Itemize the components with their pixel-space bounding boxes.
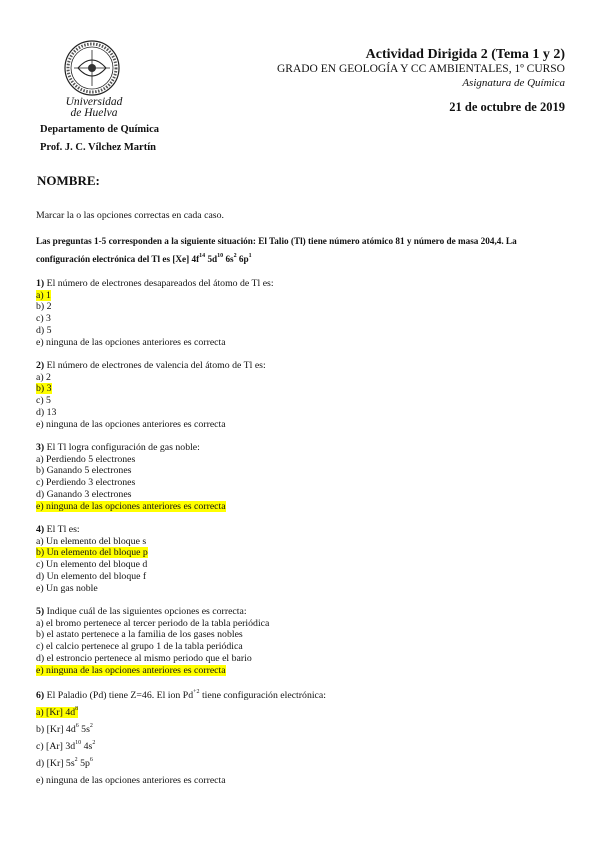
professor-name: Prof. J. C. Vílchez Martín	[40, 142, 156, 153]
option-e: e) ninguna de las opciones anteriores es correcta	[36, 775, 226, 787]
degree-line: GRADO EN GEOLOGÍA Y CC AMBIENTALES, 1º CURSO	[276, 63, 565, 75]
option-c: c) el calcio pertenece al grupo 1 de la tabla periódica	[36, 641, 243, 653]
option-b: b) Ganando 5 electrones	[36, 465, 132, 477]
option-d: d) 5	[36, 324, 52, 336]
option-a: a) Un elemento del bloque s	[36, 535, 147, 547]
option-d: d) [Kr] $5s^2$ $5p^6$	[36, 757, 93, 770]
option-a	[36, 290, 576, 302]
question-6	[36, 688, 576, 789]
question-stem: 6) El Paladio (Pd) tiene Z=46. El ion $Pd^{+2}$ tiene configuración electrónica:	[36, 689, 326, 702]
option-b: b) el astato pertenece a la familia de los gases nobles	[36, 629, 243, 641]
answer-highlight: a) 1	[36, 289, 51, 301]
option-c: c) Perdiendo 3 electrones	[36, 477, 136, 489]
question-stem: 5) Indique cuál de las siguientes opciones es correcta:	[36, 606, 247, 618]
answer-highlight: b) 3	[36, 383, 52, 395]
department-name: Departamento de Química	[40, 124, 159, 135]
answer-highlight: a) [Kr] $4d^8$	[36, 706, 79, 719]
option-e: e) ninguna de las opciones anteriores es correcta	[36, 418, 226, 430]
question-5	[36, 606, 576, 676]
question-stem: 3) El Tl logra configuración de gas noble:	[36, 442, 200, 454]
option-c: c) 5	[36, 395, 51, 407]
date-line: 21 de octubre de 2019	[449, 100, 565, 114]
option-a: a) el bromo pertenece al tercer periodo de la tabla periódica	[36, 617, 270, 629]
question-1	[36, 278, 576, 348]
question-stem: 1) El número de electrones desapareados del átomo de Tl es:	[36, 278, 274, 289]
answer-highlight: e) ninguna de las opciones anteriores es correcta	[36, 664, 226, 676]
option-c: c) Un elemento del bloque d	[36, 559, 148, 571]
questions-list	[36, 278, 576, 801]
option-b	[36, 547, 576, 559]
option-e: e) ninguna de las opciones anteriores es correcta	[36, 336, 226, 348]
question-stem: 4) El Tl es:	[36, 524, 80, 536]
option-a: a) 2	[36, 371, 51, 383]
university-seal-logo	[62, 38, 122, 100]
university-name: Universidad de Huelva	[65, 96, 123, 119]
option-c: c) [Ar] $3d^{10}$ $4s^2$	[36, 740, 96, 753]
option-e	[36, 665, 576, 677]
activity-title: Actividad Dirigida 2 (Tema 1 y 2)	[365, 47, 565, 62]
question-stem: 2) El número de electrones de valencia del átomo de Tl es:	[36, 360, 266, 372]
option-b: b) 2	[36, 301, 52, 313]
answer-highlight: e) ninguna de las opciones anteriores es correcta	[36, 500, 226, 512]
option-b: b) [Kr] $4d^6$ $5s^2$	[36, 723, 93, 736]
instructions: Marcar la o las opciones correctas en cada caso.	[36, 210, 224, 221]
option-d: d) Un elemento del bloque f	[36, 570, 147, 582]
context-paragraph: Las preguntas 1-5 corresponden a la siguiente situación: El Talio (Tl) tiene número atómico 81 y número de masa 204,4. La configuración electrónica del Tl es [Xe] $4f^{14}$ $5d^{10}$ $6s^2$ $6p^1$	[36, 236, 517, 264]
option-d: d) el estroncio pertenece al mismo periodo que el bario	[36, 652, 252, 664]
option-a	[36, 704, 576, 721]
option-d: d) 13	[36, 406, 57, 418]
question-2	[36, 360, 576, 430]
option-c: c) 3	[36, 313, 51, 325]
option-b	[36, 383, 576, 395]
nombre-label: NOMBRE:	[37, 173, 100, 188]
answer-highlight: b) Un elemento del bloque p	[36, 547, 148, 559]
question-4	[36, 524, 576, 594]
option-e: e) Un gas noble	[36, 582, 98, 594]
option-a: a) Perdiendo 5 electrones	[36, 453, 136, 465]
option-d: d) Ganando 3 electrones	[36, 488, 132, 500]
option-e	[36, 501, 576, 513]
question-3	[36, 442, 576, 512]
subject-line: Asignatura de Química	[462, 77, 565, 89]
